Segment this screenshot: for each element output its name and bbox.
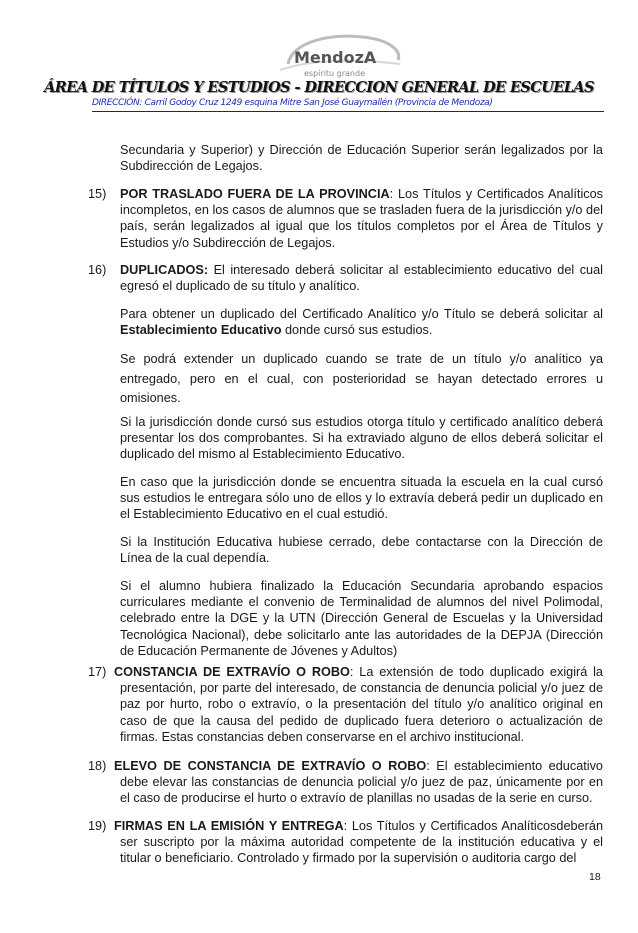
- item-18-text: : El establecimiento educativo debe elevar las constancias de denuncia policial y/o juez de paz, únicamente por en el caso de producirse el hurto o extravío de planillas no usadas de la serie en curso.: [120, 759, 603, 806]
- item-16-heading: DUPLICADOS:: [120, 263, 209, 277]
- item-16-p3: Se podrá extender un duplicado cuando se trate de un título y/o analítico ya entregado, pero en el cual, con posterioridad se hayan detectado errores u omisiones.: [120, 352, 603, 405]
- header-title: ÁREA DE TÍTULOS Y ESTUDIOS - DIRECCION GENERAL DE ESCUELAS: [44, 79, 594, 96]
- item-16-p2-bold: Establecimiento Educativo: [120, 323, 282, 338]
- item-17-heading: CONSTANCIA DE EXTRAVÍO O ROBO: [114, 665, 350, 679]
- item-15-heading: POR TRASLADO FUERA DE LA PROVINCIA: [120, 187, 390, 201]
- item-number: 16): [88, 263, 107, 277]
- item-16-p7: Si el alumno hubiera finalizado la Educación Secundaria aprobando espacios curriculares mediante el convenio de Terminalidad de alumnos del nivel Polimodal, celebrado entre la DGE y la UTN (Dirección General de Escuelas y la Universidad Tecnológica Nacional), debe solicitarlo ante las autoridades de la DEPJA (Dirección de Educación Permanente de Jóvenes y Adultos): [120, 579, 603, 658]
- item-16-p2-pre: Para obtener un duplicado del Certificado Analítico y/o Título se deberá solicitar al: [120, 307, 603, 321]
- intro-paragraph: Secundaria y Superior) y Dirección de Educación Superior serán legalizados por la Subdirección de Legajos.: [120, 143, 603, 174]
- item-19-paragraph: [114, 818, 603, 867]
- item-17-text: : La extensión de todo duplicado exigirá la presentación, por parte del interesado, de constancia de denuncia policial y/o juez de paz por hurto, robo o extravío, o la presentación del título y/o analítico original en caso de que la causa del pedido de duplicado fuera deterioro o actualización de firmas. Estas constancias deben conservarse en el archivo institucional.: [120, 665, 603, 744]
- item-number: 17): [88, 665, 107, 679]
- item-16-p2: [120, 306, 603, 338]
- item-19-text: : Los Títulos y Certificados Analíticosdeberán ser suscripto por la máxima autoridad competente de la institución educativa y el titular o beneficiario. Controlado y firmado por la supervisión o auditoria cargo del: [120, 819, 603, 866]
- header-divider: [92, 111, 604, 112]
- item-16-p6: Si la Institución Educativa hubiese cerrado, debe contactarse con la Dirección de Línea de la cual dependía.: [120, 535, 603, 566]
- item-18-heading: ELEVO DE CONSTANCIA DE EXTRAVÍO O ROBO: [114, 759, 427, 773]
- item-15-paragraph: [120, 186, 603, 251]
- item-18-paragraph: [114, 758, 603, 807]
- item-19-heading: FIRMAS EN LA EMISIÓN Y ENTREGA: [114, 819, 344, 833]
- item-number: 15): [88, 187, 107, 201]
- mendoza-logo: [270, 30, 408, 82]
- logo-wordmark: MendozA: [294, 48, 377, 67]
- item-16-p5: En caso que la jurisdicción donde se encuentra situada la escuela en la cual cursó sus estudios le entregara sólo uno de ellos y lo extravía deberá pedir un duplicado en el Establecimiento Educativo en el cual estudió.: [120, 475, 603, 522]
- item-16-paragraph: [120, 262, 603, 294]
- item-16-p4: Si la jurisdicción donde cursó sus estudios otorga título y certificado analítico deberá presentar los dos comprobantes. Si ha extraviado alguno de ellos deberá solicitar el duplicado del mismo al Establecimiento Educativo.: [120, 415, 603, 462]
- item-number: 18): [88, 759, 107, 773]
- logo-tagline: espíritu grande: [304, 69, 365, 78]
- item-16-text: El interesado deberá solicitar al establecimiento educativo del cual egresó el duplicado de su título y analítico.: [120, 263, 603, 294]
- page-number: 18: [589, 871, 601, 883]
- item-16-p2-post: donde cursó sus estudios.: [281, 323, 433, 338]
- item-17-paragraph: [114, 664, 603, 745]
- header-address: DIRECCIÓN: Carril Godoy Cruz 1249 esquina Mitre San José Guaymallén (Provincia de Mendoza): [92, 98, 493, 108]
- item-number: 19): [88, 819, 107, 833]
- item-15-text: : Los Títulos y Certificados Analíticos incompletos, en los casos de alumnos que se trasladen fuera de la jurisdicción y/o del país, serán legalizados al igual que los títulos completos por el Área de Títulos y Estudios y/o Subdirección de Legajos.: [120, 187, 604, 250]
